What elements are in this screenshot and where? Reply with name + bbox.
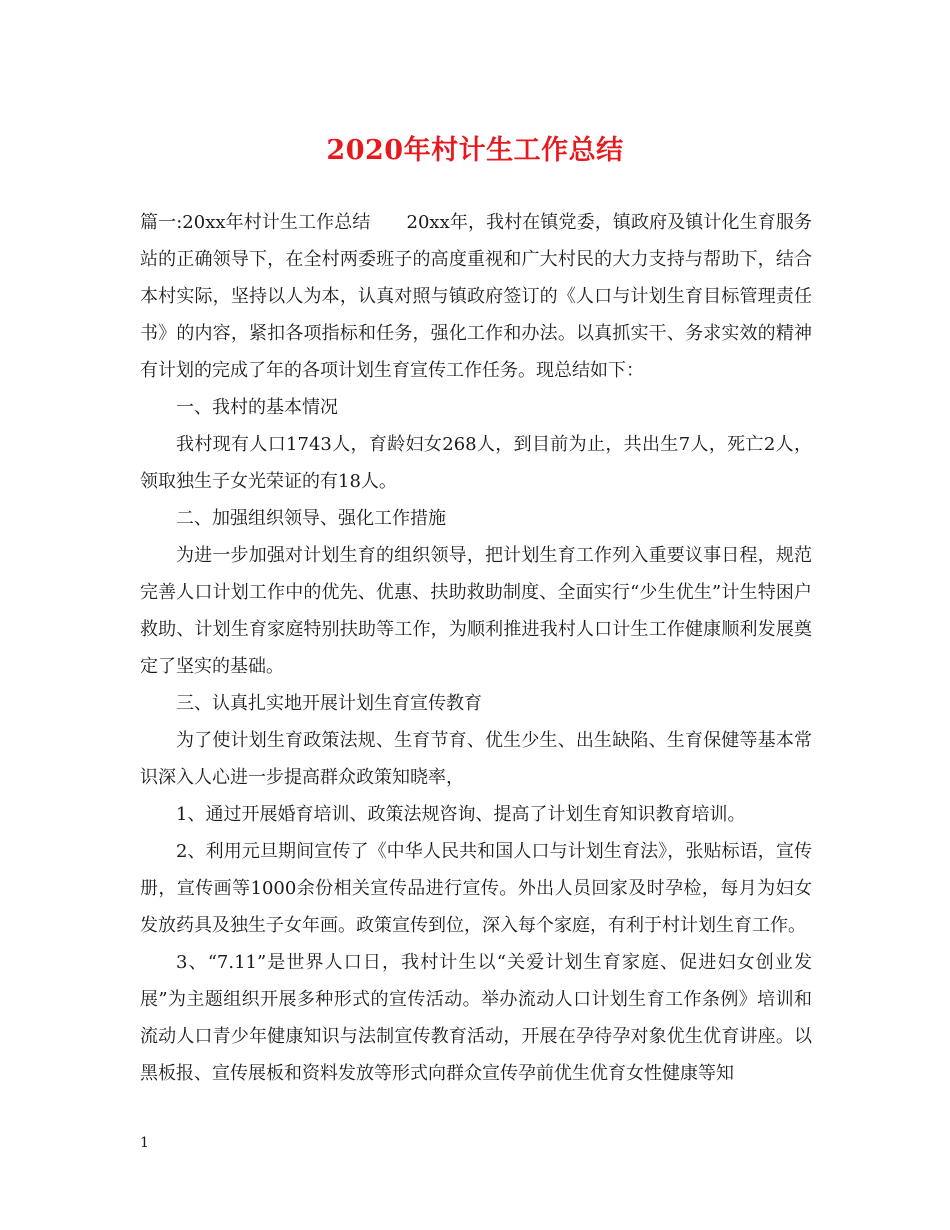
list-item: 3、“7.11”是世界人口日，我村计生以“关爱计划生育家庭、促进妇女创业发展”为主题组织开展多种形式的宣传活动。举办流动人口计划生育工作条例》培训和流动人口青少年健康知识与法制宣传教育活动，开展在孕待孕对象优生优育讲座。以黑板报、宣传展板和资料发放等形式向群众宣传孕前优生优育女性健康等知 bbox=[140, 952, 812, 1084]
list-item: 1、通过开展婚育培训、政策法规咨询、提高了计划生育知识教育培训。 bbox=[176, 804, 746, 825]
section-heading: 二、加强组织领导、强化工作措施 bbox=[176, 508, 446, 529]
section-heading: 三、认真扎实地开展计划生育宣传教育 bbox=[176, 693, 482, 714]
body-paragraph: 为了使计划生育政策法规、生育节育、优生少生、出生缺陷、生育保健等基本常识深入人心进一步提高群众政策知晓率， bbox=[140, 730, 812, 788]
document-body bbox=[140, 204, 812, 1092]
list-item: 2、利用元旦期间宣传了《中华人民共和国人口与计划生育法》，张贴标语，宣传册，宣传画等1000余份相关宣传品进行宣传。外出人员回家及时孕检，每月为妇女发放药具及独生子女年画。政策宣传到位，深入每个家庭，有利于村计划生育工作。 bbox=[140, 841, 812, 936]
body-paragraph: 我村现有人口1743人，育龄妇女268人，到目前为止，共出生7人，死亡2人，领取独生子女光荣证的有18人。 bbox=[140, 434, 812, 492]
intro-paragraph bbox=[140, 204, 812, 389]
document-title: 2020年村计生工作总结 bbox=[326, 135, 624, 166]
intro-text: 20xx年，我村在镇党委，镇政府及镇计化生育服务站的正确领导下，在全村两委班子的高度重视和广大村民的大力支持与帮助下，结合本村实际，坚持以人为本，认真对照与镇政府签订的《人口与计划生育目标管理责任书》的内容，紧扣各项指标和任务，强化工作和办法。以真抓实干、务求实效的精神有计划的完成了年的各项计划生育宣传工作任务。现总结如下： bbox=[140, 212, 812, 381]
intro-heading: 篇一:20xx年村计生工作总结 bbox=[140, 212, 371, 233]
section-heading: 一、我村的基本情况 bbox=[176, 397, 338, 418]
page-number: 1 bbox=[140, 1135, 149, 1151]
body-paragraph: 为进一步加强对计划生育的组织领导，把计划生育工作列入重要议事日程，规范完善人口计划工作中的优先、优惠、扶助救助制度、全面实行“少生优生”计生特困户救助、计划生育家庭特别扶助等工作，为顺利推进我村人口计生工作健康顺利发展奠定了坚实的基础。 bbox=[140, 545, 812, 677]
